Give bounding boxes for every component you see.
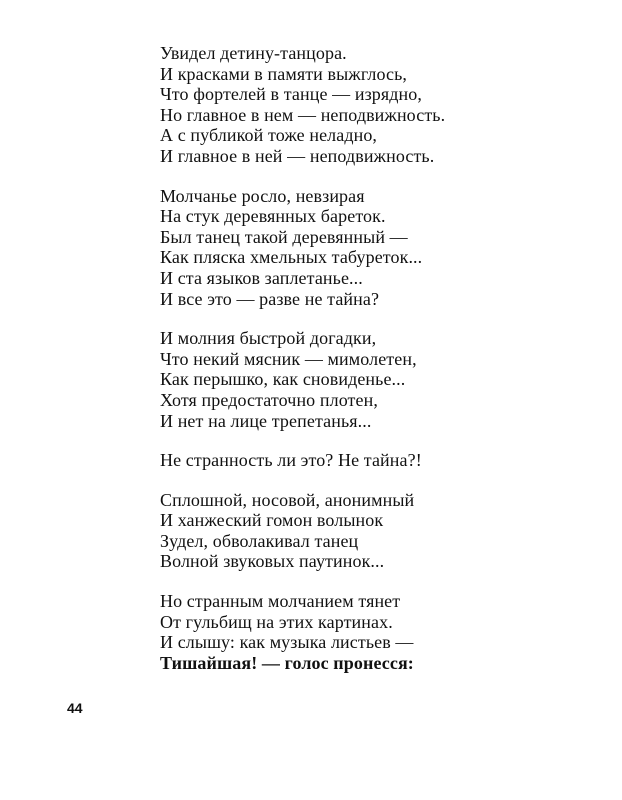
poem-line: От гульбищ на этих картинах. (160, 611, 393, 632)
stanza-2 (160, 186, 580, 310)
stanza-5 (160, 490, 580, 572)
poem-line: Не странность ли это? Не тайна?! (160, 450, 422, 471)
poem-line: И все это — разве не тайна? (160, 288, 380, 309)
poem-line: Как пляска хмельных табуреток... (160, 247, 423, 268)
poem-line: И молния быстрой догадки, (160, 328, 377, 349)
poem-line: Волной звуковых паутинок... (160, 551, 385, 572)
poem-line: Молчанье росло, невзирая (160, 185, 365, 206)
stanza-4 (160, 450, 580, 471)
stanza-break (160, 431, 580, 450)
poem-line: Был танец такой деревянный — (160, 226, 408, 247)
stanza-6 (160, 591, 580, 673)
poem-line: Но главное в нем — неподвижность. (160, 104, 446, 125)
poem-line: А с публикой тоже неладно, (160, 125, 378, 146)
stanza-break (160, 471, 580, 490)
poem-line: И ста языков заплетанье... (160, 267, 363, 288)
poem-line: И ханжеский гомон волынок (160, 510, 384, 531)
poem-line: И главное в ней — неподвижность. (160, 145, 435, 166)
poem-line: Как перышко, как сновиденье... (160, 369, 406, 390)
poem-line: Что фортелей в танце — изрядно, (160, 84, 422, 105)
page-number: 44 (67, 700, 83, 716)
stanza-break (160, 572, 580, 591)
poem-line: Но странным молчанием тянет (160, 591, 401, 612)
poem-line: Сплошной, носовой, анонимный (160, 489, 415, 510)
stanza-3 (160, 328, 580, 431)
poem-line: И красками в памяти выжглось, (160, 63, 408, 84)
poem-text (160, 43, 580, 673)
poem-line: Зудел, обволакивал танец (160, 530, 359, 551)
poem-line: И слышу: как музыка листьев — (160, 632, 414, 653)
poem-line: И нет на лице трепетанья... (160, 410, 372, 431)
poem-line: Хотя предостаточно плотен, (160, 389, 378, 410)
stanza-break (160, 167, 580, 186)
poem-line: Увидел детину-танцора. (160, 43, 347, 63)
stanza-break (160, 309, 580, 328)
stanza-1 (160, 43, 580, 167)
poem-line: На стук деревянных бареток. (160, 206, 386, 227)
poem-line: Тишайшая! — голос пронесся: (160, 652, 414, 673)
poem-line: Что некий мясник — мимолетен, (160, 348, 417, 369)
